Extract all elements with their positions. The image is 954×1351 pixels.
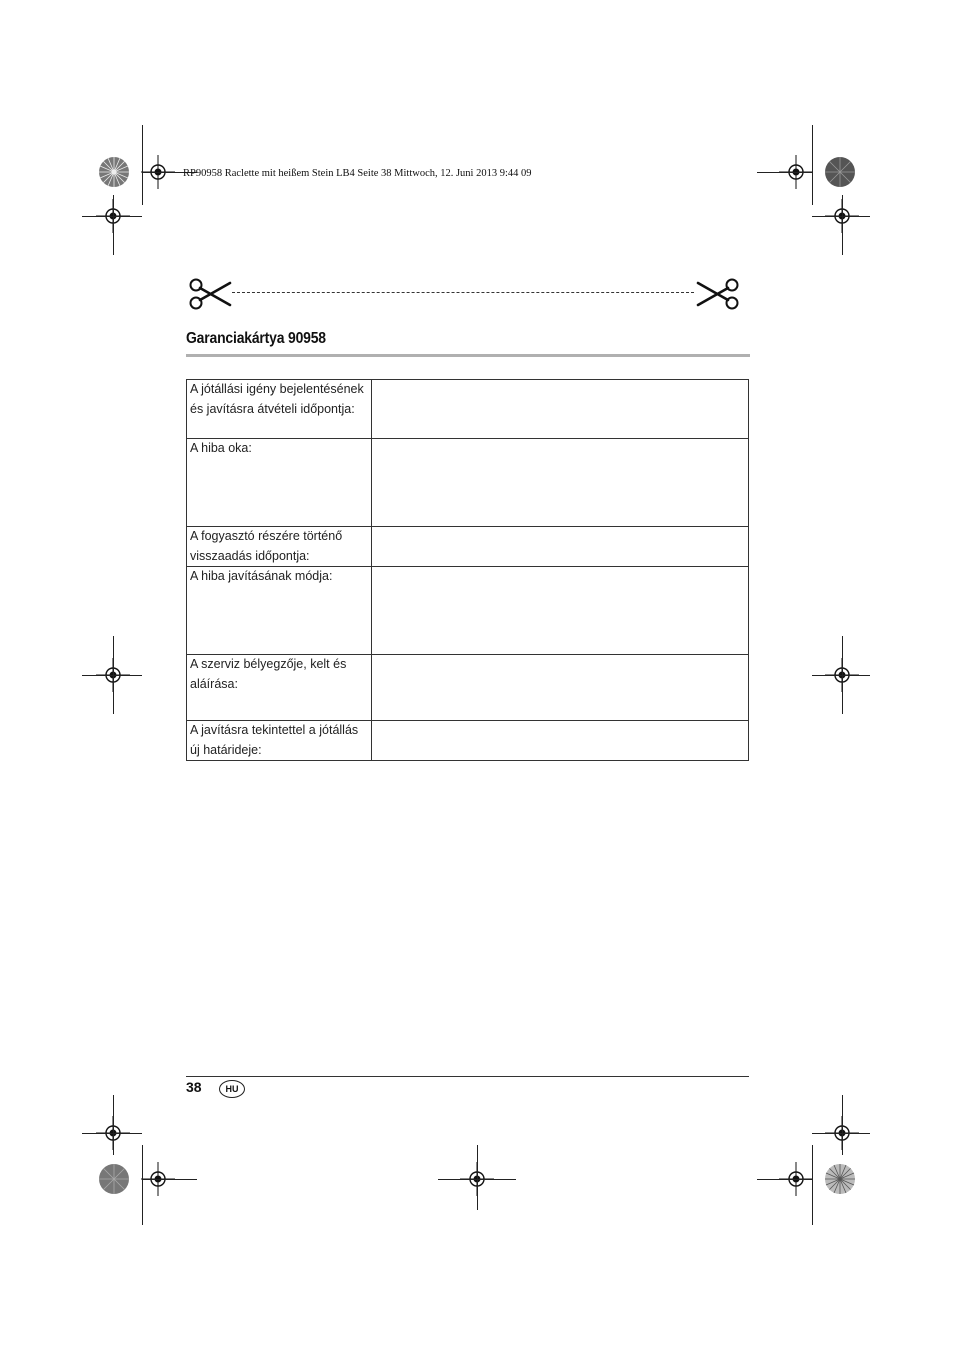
row-value-field[interactable] (372, 439, 749, 527)
page-title: Garanciakártya 90958 (186, 330, 326, 347)
row-label: A javításra tekintettel a jótállás új határideje: (187, 721, 372, 761)
cut-line (232, 292, 694, 293)
row-value-field[interactable] (372, 721, 749, 761)
row-value-field[interactable] (372, 380, 749, 439)
table-row (187, 380, 749, 439)
color-wheel-icon (823, 1162, 857, 1196)
row-label: A fogyasztó részére történő visszaadás időpontja: (187, 527, 372, 567)
warranty-card-table (186, 379, 749, 761)
scissors-icon (696, 278, 740, 310)
row-label: A hiba oka: (187, 439, 372, 527)
footer-divider (186, 1076, 749, 1077)
table-row (187, 439, 749, 527)
row-label: A jótállási igény bejelentésének és javításra átvételi időpontja: (187, 380, 372, 439)
color-wheel-icon (97, 155, 131, 189)
page-number: 38 (186, 1079, 202, 1095)
row-value-field[interactable] (372, 655, 749, 721)
color-wheel-icon (823, 155, 857, 189)
row-label: A hiba javításának módja: (187, 567, 372, 655)
table-row (187, 567, 749, 655)
row-label: A szerviz bélyegzője, kelt és aláírása: (187, 655, 372, 721)
title-divider (186, 354, 750, 357)
table-row (187, 655, 749, 721)
language-badge: HU (219, 1080, 245, 1098)
color-wheel-icon (97, 1162, 131, 1196)
print-slug: RP90958 Raclette mit heißem Stein LB4 Seite 38 Mittwoch, 12. Juni 2013 9:44 09 (183, 168, 532, 179)
table-row (187, 527, 749, 567)
row-value-field[interactable] (372, 567, 749, 655)
row-value-field[interactable] (372, 527, 749, 567)
table-row (187, 721, 749, 761)
scissors-icon (188, 278, 232, 310)
